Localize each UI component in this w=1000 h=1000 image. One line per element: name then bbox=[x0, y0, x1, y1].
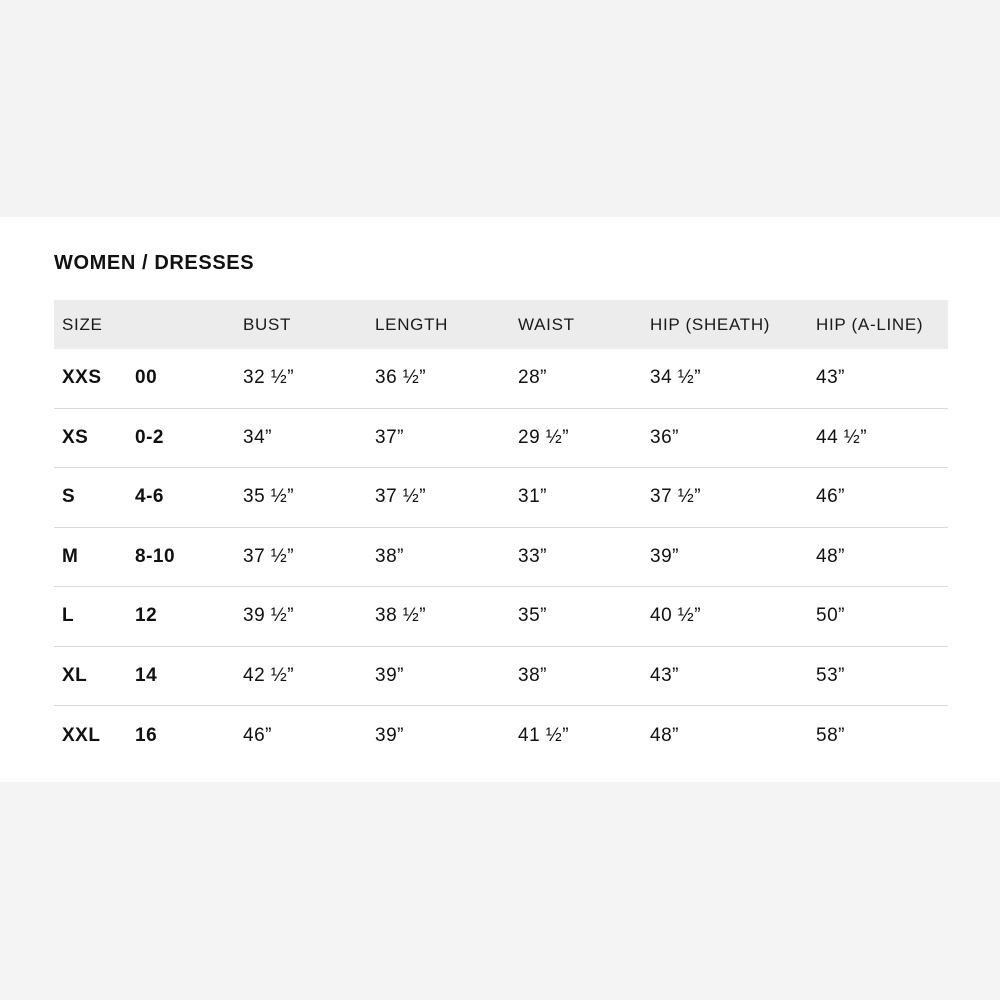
hip-aline-value: 43” bbox=[816, 367, 845, 389]
hip-aline-value: 58” bbox=[816, 724, 845, 746]
table-row bbox=[54, 587, 948, 647]
size-number: 16 bbox=[135, 724, 158, 746]
hip-aline-value: 50” bbox=[816, 605, 845, 627]
table-header bbox=[54, 300, 948, 349]
waist-value: 33” bbox=[518, 545, 547, 567]
size-label: XXL bbox=[62, 724, 101, 746]
page-title: WOMEN / DRESSES bbox=[54, 252, 255, 274]
hip-sheath-value: 48” bbox=[650, 724, 679, 746]
waist-value: 29 ½” bbox=[518, 426, 570, 448]
bust-value: 39 ½” bbox=[243, 605, 295, 627]
table-row bbox=[54, 528, 948, 588]
size-label: XS bbox=[62, 426, 89, 448]
length-value: 36 ½” bbox=[375, 367, 427, 389]
length-value: 39” bbox=[375, 724, 404, 746]
waist-value: 41 ½” bbox=[518, 724, 570, 746]
length-value: 39” bbox=[375, 664, 404, 686]
length-value: 38 ½” bbox=[375, 605, 427, 627]
hip-aline-value: 53” bbox=[816, 664, 845, 686]
header-waist: WAIST bbox=[518, 314, 575, 334]
hip-aline-value: 48” bbox=[816, 545, 845, 567]
size-label: L bbox=[62, 605, 75, 627]
size-number: 0-2 bbox=[135, 426, 164, 448]
waist-value: 28” bbox=[518, 367, 547, 389]
length-value: 37” bbox=[375, 426, 404, 448]
hip-aline-value: 46” bbox=[816, 486, 845, 508]
hip-sheath-value: 40 ½” bbox=[650, 605, 702, 627]
hip-sheath-value: 36” bbox=[650, 426, 679, 448]
table-row bbox=[54, 647, 948, 707]
bust-value: 37 ½” bbox=[243, 545, 295, 567]
bottom-background bbox=[0, 782, 1000, 1000]
waist-value: 38” bbox=[518, 664, 547, 686]
hip-sheath-value: 34 ½” bbox=[650, 367, 702, 389]
size-label: S bbox=[62, 486, 76, 508]
hip-sheath-value: 39” bbox=[650, 545, 679, 567]
bust-value: 32 ½” bbox=[243, 367, 295, 389]
size-number: 12 bbox=[135, 605, 158, 627]
top-background bbox=[0, 0, 1000, 217]
table-row bbox=[54, 706, 948, 766]
header-hip-aline: HIP (A-LINE) bbox=[816, 314, 924, 334]
size-number: 00 bbox=[135, 367, 158, 389]
waist-value: 31” bbox=[518, 486, 547, 508]
hip-sheath-value: 43” bbox=[650, 664, 679, 686]
table-row bbox=[54, 468, 948, 528]
header-bust: BUST bbox=[243, 314, 292, 334]
bust-value: 35 ½” bbox=[243, 486, 295, 508]
size-label: XXS bbox=[62, 367, 102, 389]
header-length: LENGTH bbox=[375, 314, 449, 334]
hip-aline-value: 44 ½” bbox=[816, 426, 868, 448]
table-row bbox=[54, 409, 948, 469]
size-number: 4-6 bbox=[135, 486, 164, 508]
header-hip-sheath: HIP (SHEATH) bbox=[650, 314, 771, 334]
size-number: 14 bbox=[135, 664, 158, 686]
bust-value: 34” bbox=[243, 426, 272, 448]
size-label: XL bbox=[62, 664, 88, 686]
bust-value: 46” bbox=[243, 724, 272, 746]
size-number: 8-10 bbox=[135, 545, 176, 567]
bust-value: 42 ½” bbox=[243, 664, 295, 686]
size-table bbox=[54, 300, 948, 766]
waist-value: 35” bbox=[518, 605, 547, 627]
length-value: 37 ½” bbox=[375, 486, 427, 508]
hip-sheath-value: 37 ½” bbox=[650, 486, 702, 508]
length-value: 38” bbox=[375, 545, 404, 567]
header-size: SIZE bbox=[62, 314, 103, 334]
table-row bbox=[54, 349, 948, 409]
size-label: M bbox=[62, 545, 79, 567]
